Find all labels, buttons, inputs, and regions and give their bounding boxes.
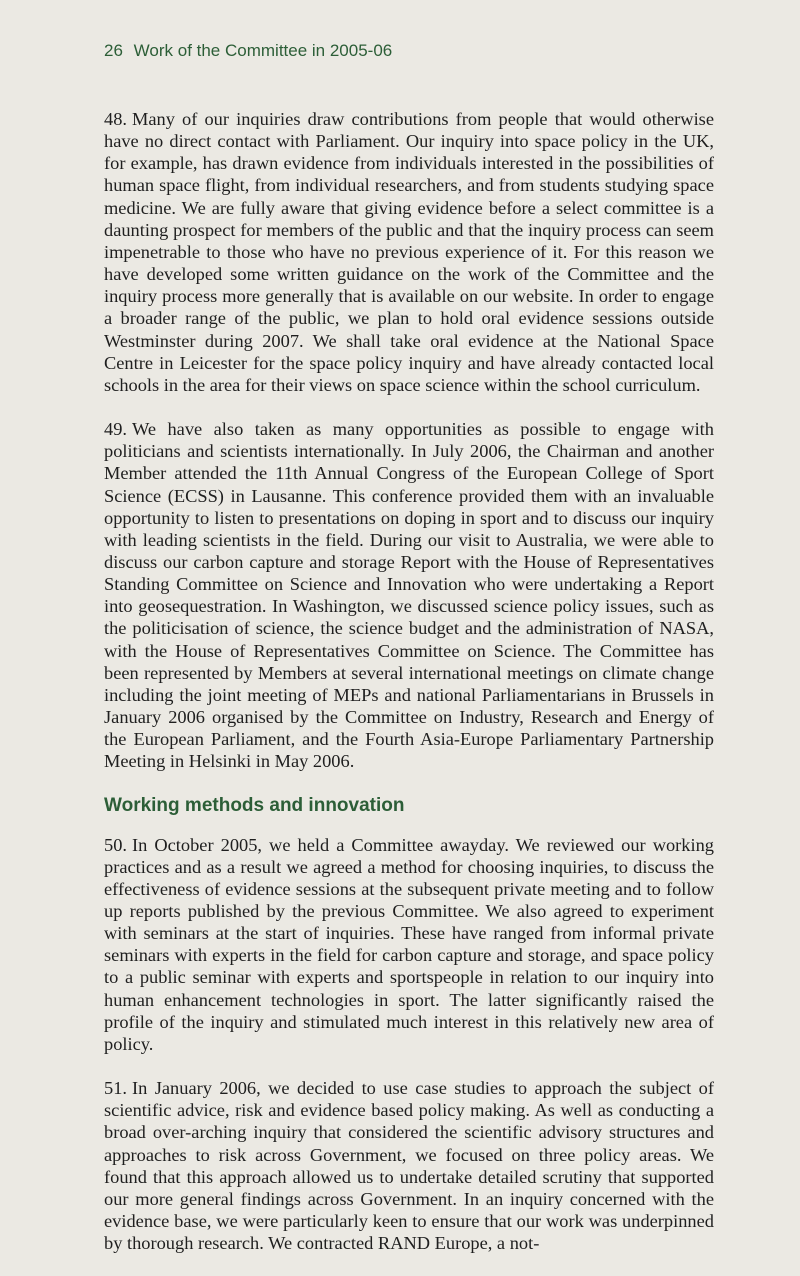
paragraph-number: 51. <box>104 1078 127 1099</box>
paragraph-50 <box>104 834 714 1056</box>
paragraph-51 <box>104 1077 714 1254</box>
paragraph-text: We have also taken as many opportunities as possible to engage with politicians and scientists internationally. In July 2006, the Chairman and another Member attended the 11th Annual Congress of the European College of Sport Science (ECSS) in Lausanne. This conference provided them with an invaluable opportunity to listen to presentations on doping in sport and to discuss our inquiry with leading scientists in the field. During our visit to Australia, we were able to discuss our carbon capture and storage Report with the House of Representatives Standing Committee on Science and Innovation who were undertaking a Report into geosequestration. In Washington, we discussed science policy issues, such as the politicisation of science, the science budget and the administration of NASA, with the House of Representatives Committee on Science. The Committee has been represented by Members at several international meetings on climate change including the joint meeting of MEPs and national Parliamentarians in Brussels in January 2006 organised by the Committee on Industry, Research and Energy of the European Parliament, and the Fourth Asia-Europe Parliamentary Partnership Meeting in Helsinki in May 2006. <box>104 419 714 772</box>
paragraph-text: In October 2005, we held a Committee awayday. We reviewed our working practices and as a result we agreed a method for choosing inquiries, to discuss the effectiveness of evidence sessions at the subsequent private meeting and to follow up reports published by the previous Committee. We also agreed to experiment with seminars at the start of inquiries. These have ranged from informal private seminars with experts in the field for carbon capture and storage, and space policy to a public seminar with experts and sportspeople in relation to our inquiry into human enhancement technologies in sport. The latter significantly raised the profile of the inquiry and stimulated much interest in this relatively new area of policy. <box>104 834 714 1054</box>
running-title: Work of the Committee in 2005-06 <box>133 41 393 60</box>
section-heading: Working methods and innovation <box>104 794 405 816</box>
paragraph-number: 48. <box>104 109 127 129</box>
page-number: 26 <box>104 41 123 60</box>
paragraph-49 <box>104 418 714 773</box>
paragraph-48 <box>104 108 714 396</box>
paragraph-text: Many of our inquiries draw contributions from people that would otherwise have no direct contact with Parliament. Our inquiry into space policy in the UK, for example, has drawn evidence from individuals interested in the possibilities of human space flight, from individual researchers, and from students studying space medicine. We are fully aware that giving evidence before a select committee is a daunting prospect for members of the public and that the inquiry process can seem impenetrable to those who have no previous experience of it. For this reason we have developed some written guidance on the work of the Committee and the inquiry process more generally that is available on our website. In order to engage a broader range of the public, we plan to hold oral evidence sessions outside Westminster during 2007. We shall take oral evidence at the National Space Centre in Leicester for the space policy inquiry and have already contacted local schools in the area for their views on space science within the school curriculum. <box>104 109 714 395</box>
paragraph-number: 49. <box>104 419 127 440</box>
paragraph-number: 50. <box>104 834 127 855</box>
paragraph-text: In January 2006, we decided to use case studies to approach the subject of scientific advice, risk and evidence based policy making. As well as conducting a broad over-arching inquiry that considered the scientific advisory structures and approaches to risk across Government, we focused on three policy areas. We found that this approach allowed us to undertake detailed scrutiny that supported our more general findings across Government. In an inquiry concerned with the evidence base, we were particularly keen to ensure that our work was underpinned by thorough research. We contracted RAND Europe, a not- <box>104 1078 714 1254</box>
running-header <box>104 41 392 61</box>
body-text <box>104 108 714 1276</box>
